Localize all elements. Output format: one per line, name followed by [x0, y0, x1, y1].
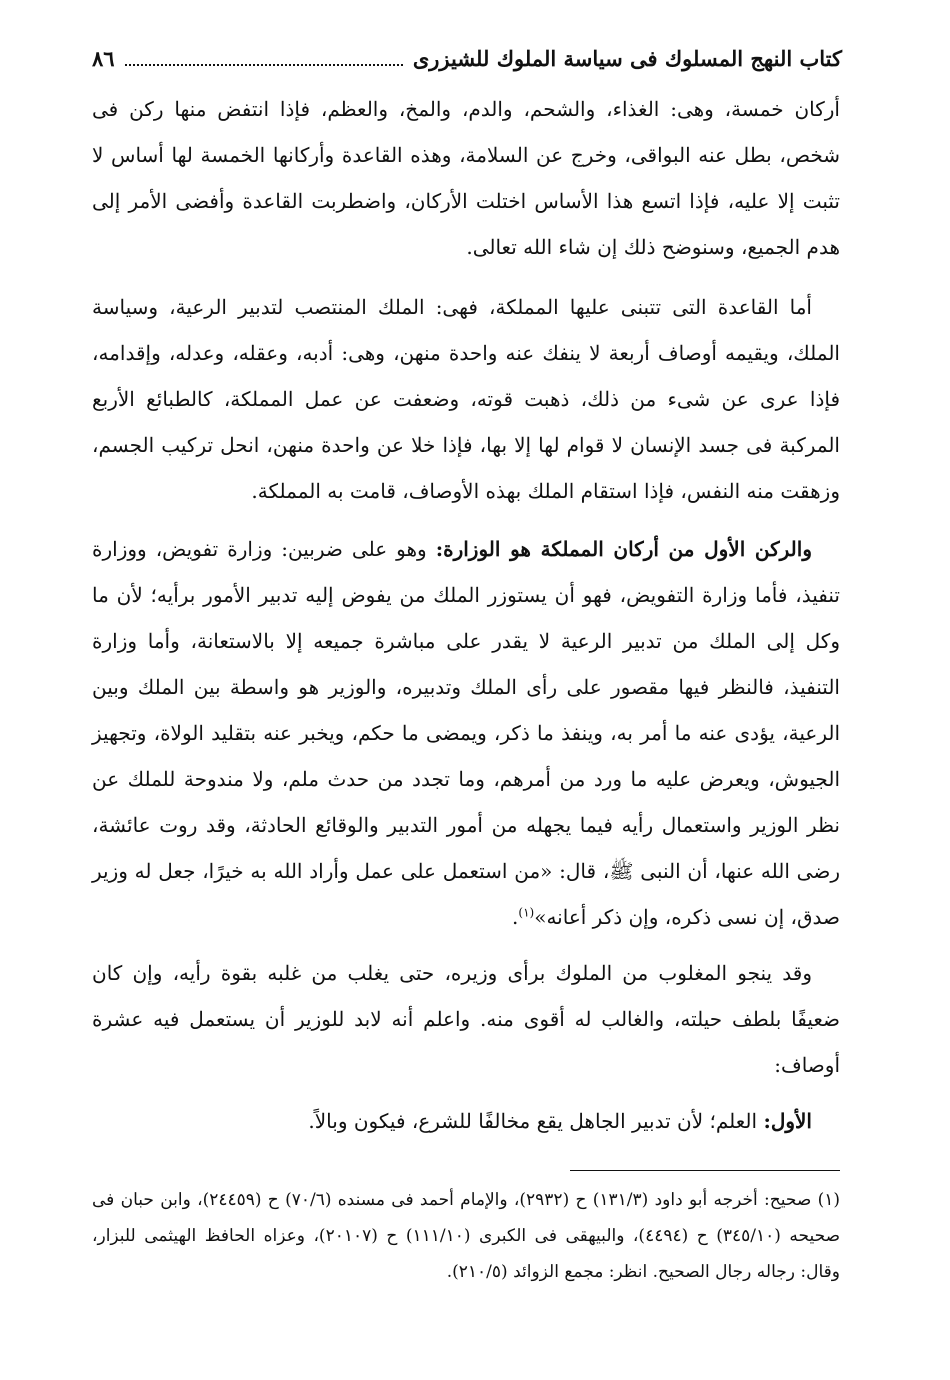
paragraph-1: أركان خمسة، وهى: الغذاء، والشحم، والدم، والمخ، والعظم، فإذا انتفض منها ركن فى شخص، بطل عنه البواقى، وخرج عن السلامة، وهذه القاعدة وأركانها الخمسة لها أساس لا تثبت إلا عليه، فإذا اتسع هذا الأساس اختلت الأركان، واضطربت القاعدة وأفضى الأمر إلى هدم الجميع، وسنوضح ذلك إن شاء الله تعالى. [92, 97, 840, 259]
page-header [92, 46, 842, 71]
header-dot-leader [125, 50, 403, 66]
page-body [92, 86, 840, 1144]
footnote-separator [570, 1170, 840, 1171]
paragraph-5-text: العلم؛ لأن تدبير الجاهل يقع مخالفًا للشرع، فيكون وبالاً. [308, 1109, 764, 1133]
footnote-1: (١) صحيح: أخرجه أبو داود (١٣١/٣) ح (٢٩٣٢)، والإمام أحمد فى مسنده (٧٠/٦) ح (٢٤٤٥٩)، وابن حبان فى صحيحه (٣٤٥/١٠) ح (٤٤٩٤)، والبيهقى فى الكبرى (١١١/١٠) ح (٢٠١٠٧)، وعزاه الحافظ الهيثمى للبزار، وقال: رجاله رجال الصحيح. انظر: مجمع الزوائد (٢١٠/٥). [92, 1190, 841, 1282]
paragraph-3-end: . [512, 905, 519, 929]
footnote-ref-1[interactable]: (١) [518, 905, 535, 920]
paragraph-5 [92, 1098, 840, 1144]
paragraph-2: أما القاعدة التى تتبنى عليها المملكة، فهى: الملك المنتصب لتدبير الرعية، وسياسة الملك، ويقيمه أوصاف أربعة لا ينفك عنه واحدة منهن، وهى: أدبه، وعقله، وعدله، وإقدامه، فإذا عرى عن شىء من ذلك، ذهبت قوته، وضعفت عن عمل المملكة، كالطبائع الأربع المركبة فى جسد الإنسان لا قوام لها إلا بها، فإذا خلا عن واحدة منهن، انحل تركيب الجسم، وزهقت منه النفس، فإذا استقام الملك بهذه الأوصاف، قامت به المملكة. [92, 295, 840, 503]
item-heading-first: الأول: [763, 1109, 812, 1133]
paragraph-3-text: وهو على ضربين: وزارة تفويض، ووزارة تنفيذ، فأما وزارة التفويض، فهو أن يستوزر الملك من يفوض إليه تدبير الأمور برأيه؛ لأن ما وكل إلى الملك من تدبير الرعية لا يقدر على مباشرة جميعه إلا بالاستعانة، وأما وزارة التنفيذ، فالنظر فيها مقصور على رأى الملك وتدبيره، والوزير هو واسطة بين الملك وبين الرعية، يؤدى عنه ما أمر به، وينفذ ما ذكر، ويمضى ما حكم، ويخبر عنه بتقليد الولاة، وتجهيز الجيوش، ويعرض عليه ما ورد من أمرهم، وما تجدد من حدث ملم، ولا مندوحة للملك عن نظر الوزير واستعمال رأيه فيما يجهله من أمور التدبير والوقائع الحادثة، وقد روت عائشة، رضى الله عنها، أن النبى ﷺ، قال: «من استعمل على عمل وأراد الله به خيرًا، جعل له وزير صدق، إن نسى ذكره، وإن ذكر أعانه» [92, 537, 840, 929]
running-title: كتاب النهج المسلوك فى سياسة الملوك للشيزرى [412, 46, 842, 71]
section-heading-wizara: والركن الأول من أركان المملكة هو الوزارة: [435, 537, 812, 561]
paragraph-3 [92, 526, 840, 940]
page-number: ٨٦ [92, 46, 115, 71]
paragraph-4: وقد ينجو المغلوب من الملوك برأى وزيره، حتى يغلب من غلبه بقوة رأيه، وإن كان ضعيفًا بلطف حيلته، والغالب له أقوى منه. واعلم أنه لابد للوزير أن يستعمل فيه عشرة أوصاف: [92, 961, 840, 1077]
